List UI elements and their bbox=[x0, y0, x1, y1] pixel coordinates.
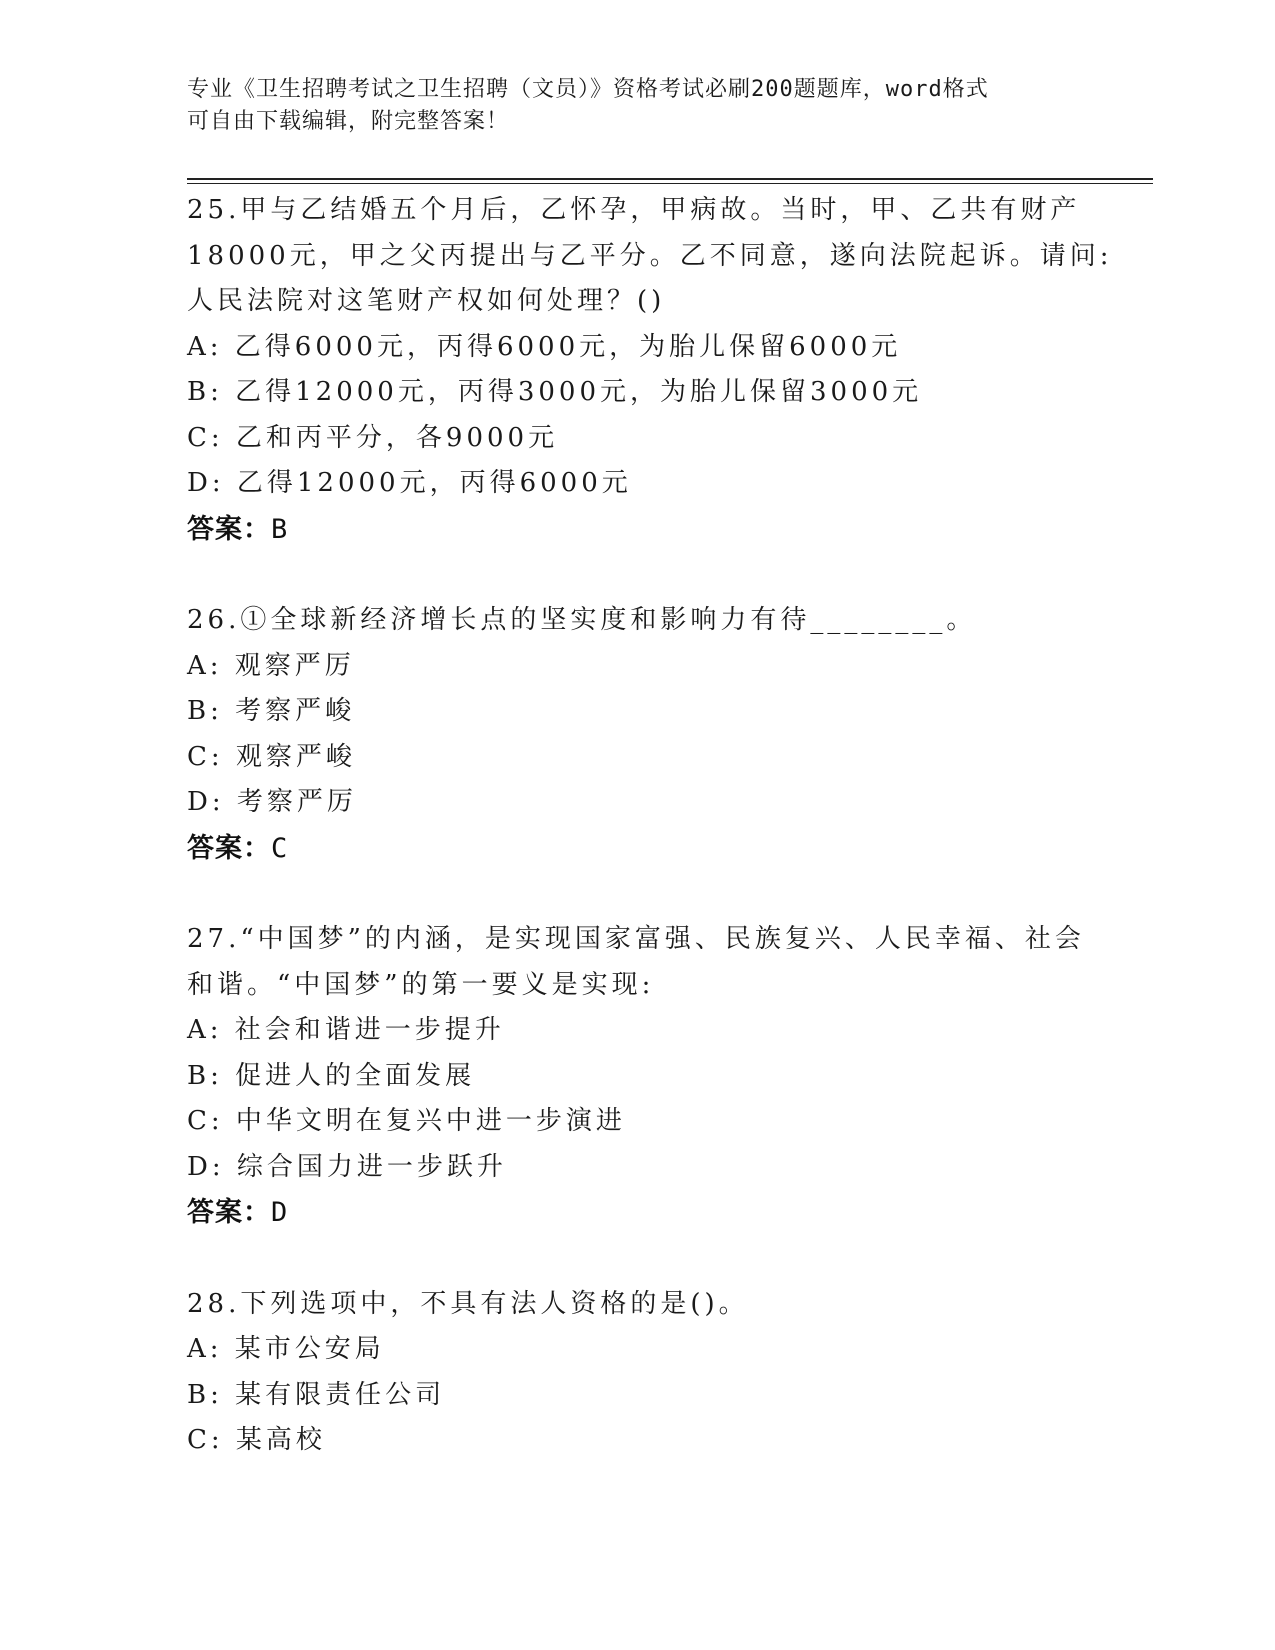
question-text-line: 和谐。“中国梦”的第一要义是实现: bbox=[187, 969, 655, 1000]
option-a: A: 乙得6000元，丙得6000元，为胎儿保留6000元 bbox=[187, 331, 902, 362]
answer-label: 答案： bbox=[187, 832, 271, 864]
answer-label: 答案： bbox=[187, 513, 271, 545]
question-text-line: 28.下列选项中，不具有法人资格的是()。 bbox=[187, 1288, 749, 1319]
question-25 bbox=[187, 188, 1113, 552]
question-list bbox=[187, 188, 1113, 1510]
option-d: D: 考察严厉 bbox=[187, 787, 357, 817]
header-divider-thin bbox=[187, 183, 1153, 184]
answer-line bbox=[187, 826, 1087, 872]
option-c: C: 中华文明在复兴中进一步演进 bbox=[187, 1106, 626, 1136]
answer-value: B bbox=[271, 513, 289, 545]
option-a: A: 某市公安局 bbox=[187, 1334, 385, 1364]
question-27 bbox=[187, 917, 1087, 1236]
option-a: A: 观察严厉 bbox=[187, 650, 355, 681]
document-header bbox=[187, 74, 1087, 138]
question-text-line: 27.“中国梦”的内涵，是实现国家富强、民族复兴、人民幸福、社会 bbox=[187, 924, 1085, 954]
option-a: A: 社会和谐进一步提升 bbox=[187, 1015, 505, 1045]
option-d: D: 乙得12000元，丙得6000元 bbox=[187, 468, 632, 498]
question-text-line: 人民法院对这笔财产权如何处理？() bbox=[187, 286, 666, 316]
answer-line bbox=[187, 1190, 1087, 1236]
answer-label: 答案： bbox=[187, 1197, 271, 1228]
question-text-line: 26.①全球新经济增长点的坚实度和影响力有待________。 bbox=[187, 605, 977, 635]
question-26 bbox=[187, 598, 1087, 871]
answer-line bbox=[187, 507, 1087, 553]
header-line-1: 专业《卫生招聘考试之卫生招聘（文员）》资格考试必刷200题题库，word格式 bbox=[187, 77, 989, 102]
option-b: B: 乙得12000元，丙得3000元，为胎儿保留3000元 bbox=[187, 377, 923, 407]
question-text-line: 25.甲与乙结婚五个月后，乙怀孕，甲病故。当时，甲、乙共有财产 bbox=[187, 195, 1081, 225]
question-28 bbox=[187, 1282, 1087, 1464]
option-b: B: 促进人的全面发展 bbox=[187, 1060, 476, 1091]
question-text-line: 18000元，甲之父丙提出与乙平分。乙不同意，遂向法院起诉。请问: bbox=[187, 240, 1113, 271]
option-c: C: 观察严峻 bbox=[187, 741, 356, 772]
header-divider-thick bbox=[187, 178, 1153, 180]
option-c: C: 某高校 bbox=[187, 1425, 326, 1455]
answer-value: D bbox=[271, 1197, 289, 1228]
option-c: C: 乙和丙平分，各9000元 bbox=[187, 422, 559, 453]
option-d: D: 综合国力进一步跃升 bbox=[187, 1151, 507, 1182]
option-b: B: 某有限责任公司 bbox=[187, 1379, 446, 1410]
option-b: B: 考察严峻 bbox=[187, 696, 356, 726]
header-line-2: 可自由下载编辑，附完整答案！ bbox=[187, 109, 510, 134]
answer-value: C bbox=[271, 832, 289, 864]
